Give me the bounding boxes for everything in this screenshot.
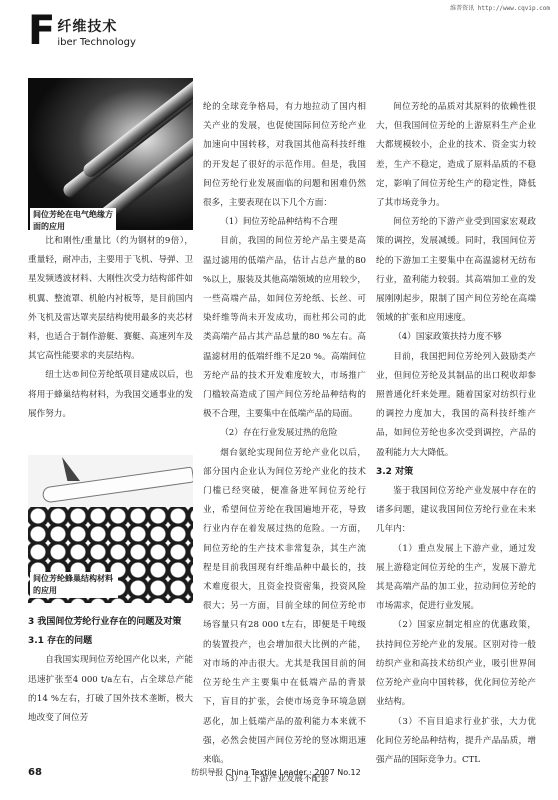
section-title-en: iber Technology — [57, 37, 136, 48]
paragraph: 鉴于我国间位芳纶产业发展中存在的诸多问题，建议我国间位芳纶行业在未来几年内： — [376, 486, 536, 535]
paragraph: 目前，我国的间位芳纶产品主要是高温过滤用的低端产品，估计占总产量的80 %以上，服装及其他高端领域的应用较少，一些高端产品，如间位芳纶纸、长丝、可染纤维等尚未开发成功，而杜邦公司的此类高端产品占其产品总量的80 %左右。高温滤材用的低端纤维不足20 %。高端间位芳纶产品的技术开发难度较大，市场推广门槛较高造成了国产间位芳纶品种结构的极不合理，主要集中在低端产品的局面。 — [203, 236, 366, 420]
logo-letter: F — [28, 8, 56, 54]
page-footer — [28, 767, 530, 778]
paragraph: （2）国家应制定相应的优惠政策，扶持间位芳纶产业的发展。区别对待一般纺织产业和高技术纺织产业，吸引世界间位芳纶产业向中国转移，优化间位芳纶产业结构。 — [376, 620, 536, 708]
column-left — [28, 232, 193, 424]
item-heading: （1）间位芳纶品种结构不合理 — [220, 217, 338, 228]
paragraph: 纶的全球竞争格局，有力地拉动了国内相关产业的发展，也促使国际间位芳纶产业加速向中国转移，对我国其他高科技纤维的开发起了很好的示范作用。但是，我国间位芳纶行业发展面临的问题和困难仍然很多，主要表现在以下几个方面： — [203, 102, 366, 209]
watermark: 维普资讯 http://www.cqvip.com — [450, 5, 550, 12]
page-number: 68 — [28, 767, 42, 778]
logo-text — [57, 14, 136, 48]
paragraph: 自我国实现间位芳纶国产化以来，产能迅速扩张至4 000 t/a左右，占全球总产能的14 %左右，打破了国外技术垄断，极大地改变了间位芳 — [28, 655, 193, 724]
column-middle — [203, 98, 366, 789]
journal-info: 纺织导报 China Textile Leader · 2007 No.12 — [191, 768, 361, 777]
paragraph: 烟台氨纶实现间位芳纶产业化以后，部分国内企业认为间位芳纶产业化的技术门槛已经突破，便准备进军间位芳纶行业，希望间位芳纶在我国遍地开花，导致行业内存在着发展过热的危险。一方面，间位芳纶的生产技术非常复杂，其生产流程是目前我国现有纤维品种中最长的，技术难度很大，且资金投资密集，投资风险很大；另一方面，目前全球的间位芳纶市场容量只有28 000 t左右，即便是千吨级的装置投产，也会增加很大比例的产能，对市场的冲击很大。尤其是我国目前的间位芳纶生产主要集中在低端产品的背景下，盲目的扩张，会使市场竞争环境急剧恶化，加上低端产品的盈利能力本来就不强，必然会使国产间位芳纶的竖冰期迅速来临。 — [203, 447, 366, 765]
paragraph: 间位芳纶的下游产业受到国家宏观政策的调控，发展减缓。同时，我国间位芳纶的下游加工主要集中在高温滤材无纺布行业，盈利能力较弱。其高端加工业的发展刚刚起步，限制了国产间位芳纶在高端领域的扩张和应用速度。 — [376, 217, 536, 324]
paragraph: 比和刚性/重量比（约为钢材的9倍），重量轻，耐冲击，主要用于飞机、导弹、卫星发频透波材料、大刚性次受力结构部件如机翼、整流罩、机舱内衬板等，是目前国内外飞机及雷达罩夹层结构使用最多的夹芯材料，也适合于制作游艇、赛艇、高速列车及其它高性能要求的夹层结构。 — [28, 236, 193, 362]
journal-logo — [28, 8, 136, 54]
item-heading: （2）存在行业发展过热的危险 — [220, 428, 338, 439]
item-heading: （4）国家政策扶持力度不够 — [393, 332, 502, 343]
figure-caption: 间位芳纶在电气绝缘方面的应用 — [30, 208, 116, 234]
paragraph: 目前，我国把间位芳纶列入鼓励类产业，但间位芳纶及其制品的出口税收却参照普通化纤来处理。随着国家对纺织行业的调控力度加大，我国的高科技纤维产品，如间位芳纶也多次受到调控，产品的盈利能力大大降低。 — [376, 351, 536, 458]
paragraph: 纽士达®间位芳纶纸项目建成以后，也将用于蜂巢结构材料，为我国交通事业的发展作努力。 — [28, 370, 193, 419]
section-heading: 3 我国间位芳纶行业存在的问题及对策 — [28, 617, 182, 627]
column-left-lower — [28, 613, 193, 728]
figure-caption: 间位芳纶蜂巢结构材料的应用 — [30, 572, 118, 598]
paragraph: （3）不盲目追求行业扩张，大力优化间位芳纶品种结构，提升产品品质，增强产品的国际竞争力。CTL — [376, 716, 536, 765]
subsection-heading: 3.2 对策 — [376, 466, 414, 477]
paragraph: （1）重点发展上下游产业，通过发展上游稳定间位芳纶的生产，发展下游尤其是高端产品的加工业，拉动间位芳纶的市场需求，促进行业发展。 — [376, 543, 536, 612]
section-title-cn: 纤维技术 — [57, 19, 118, 35]
item-heading: （3）上下游产业发展不配套 — [220, 774, 329, 785]
column-right — [376, 98, 536, 770]
paragraph: 间位芳纶的品质对其原料的依赖性很大，但我国间位芳纶的上游原料生产企业大都规模较小，企业的技术、资金实力较差，生产不稳定，造成了原料品质的不稳定，影响了间位芳纶生产的稳定性，降低了其市场竞争力。 — [376, 102, 536, 209]
subsection-heading: 3.1 存在的问题 — [28, 636, 93, 647]
